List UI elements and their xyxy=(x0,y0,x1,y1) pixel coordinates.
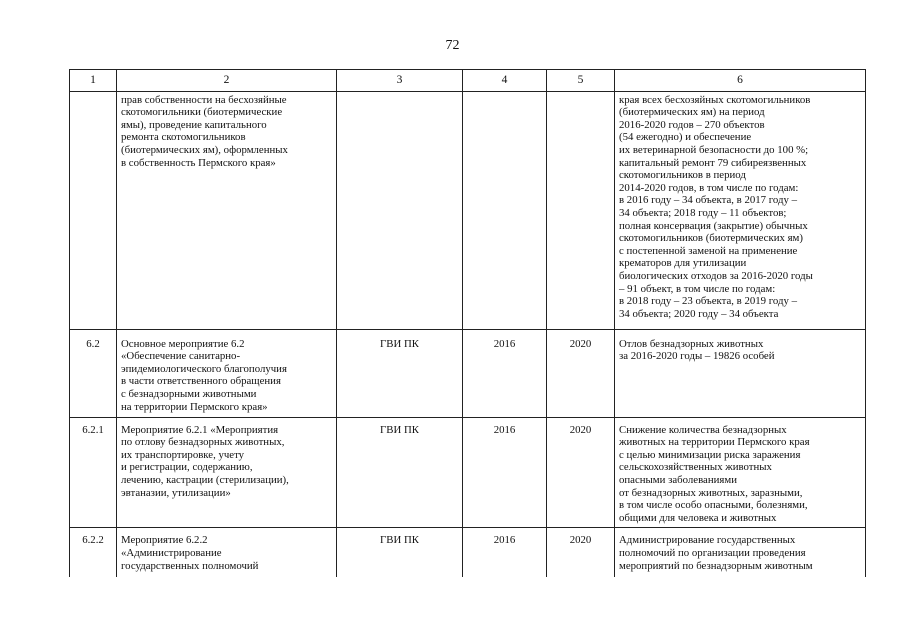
expected-result xyxy=(615,329,866,417)
column-header: 3 xyxy=(337,70,463,92)
start-year: 2016 xyxy=(463,528,547,578)
column-header: 2 xyxy=(117,70,337,92)
column-header: 6 xyxy=(615,70,866,92)
start-year: 2016 xyxy=(463,329,547,417)
row-number: 6.2.2 xyxy=(70,528,117,578)
column-header: 4 xyxy=(463,70,547,92)
end-year: 2020 xyxy=(547,417,615,528)
activity-name: Мероприятие 6.2.1 «Мероприятия по отлову безнадзорных животных, их транспортировке, учету и регистрации, содержанию, лечению, кастрации (стерилизации), эвтаназии, утилизации» xyxy=(117,417,337,528)
expected-result-line: Отлов безнадзорных животных xyxy=(619,337,764,350)
column-header: 1 xyxy=(70,70,117,92)
program-table xyxy=(69,69,866,577)
start-year: 2016 xyxy=(463,417,547,528)
table-row xyxy=(70,528,866,578)
table-row xyxy=(70,91,866,329)
row-number: 6.2.1 xyxy=(70,417,117,528)
expected-result: края всех бесхозяйных скотомогильников (биотермических ям) на период 2016-2020 годов – 270 объектов (54 ежегодно) и обеспечение их ветеринарной безопасности до 100 %; капитальный ремонт 79 сибиреязвенных скотомогильников в период 2014-2020 годов, в том числе по годам: в 2016 году – 34 объекта, в 2017 году – 34 объекта; 2018 году – 11 объектов; полная консервация (закрытие) обычных скотомогильников (биотермических ям) с постепенной заменой на применение крематоров для утилизации биологических отходов за 2016-2020 годы – 91 объект, в том числе по годам: в 2018 году – 23 объекта, в 2019 году – 34 объекта; 2020 году – 34 объекта xyxy=(615,91,866,329)
expected-result: Снижение количества безнадзорных животных на территории Пермского края с целью минимизации риска заражения сельскохозяйственных животных опасными заболеваниями от безнадзорных животных, заразными, в том числе особо опасными, болезнями, общими для человека и животных xyxy=(615,417,866,528)
executor: ГВИ ПК xyxy=(337,417,463,528)
table-row xyxy=(70,329,866,417)
header-row xyxy=(70,70,866,92)
start-year xyxy=(463,91,547,329)
end-year xyxy=(547,91,615,329)
activity-name: прав собственности на бесхозяйные скотомогильники (биотермические ямы), проведение капитального ремонта скотомогильников (биотермических ям), оформленных в собственность Пермского края» xyxy=(117,91,337,329)
page-number: 72 xyxy=(445,38,460,53)
table-row xyxy=(70,417,866,528)
executor xyxy=(337,91,463,329)
row-number xyxy=(70,91,117,329)
expected-result-line: за 2016-2020 годы – 19826 особей xyxy=(619,350,775,363)
column-header: 5 xyxy=(547,70,615,92)
activity-name: Мероприятие 6.2.2 «Администрирование государственных полномочий xyxy=(117,528,337,578)
executor: ГВИ ПК xyxy=(337,329,463,417)
row-number: 6.2 xyxy=(70,329,117,417)
activity-name: Основное мероприятие 6.2 «Обеспечение санитарно- эпидемиологического благополучия в части ответственного обращения с безнадзорными животными на территории Пермского края» xyxy=(117,329,337,417)
end-year: 2020 xyxy=(547,329,615,417)
end-year: 2020 xyxy=(547,528,615,578)
expected-result: Администрирование государственных полномочий по организации проведения мероприятий по безнадзорным животным xyxy=(615,528,866,578)
executor: ГВИ ПК xyxy=(337,528,463,578)
